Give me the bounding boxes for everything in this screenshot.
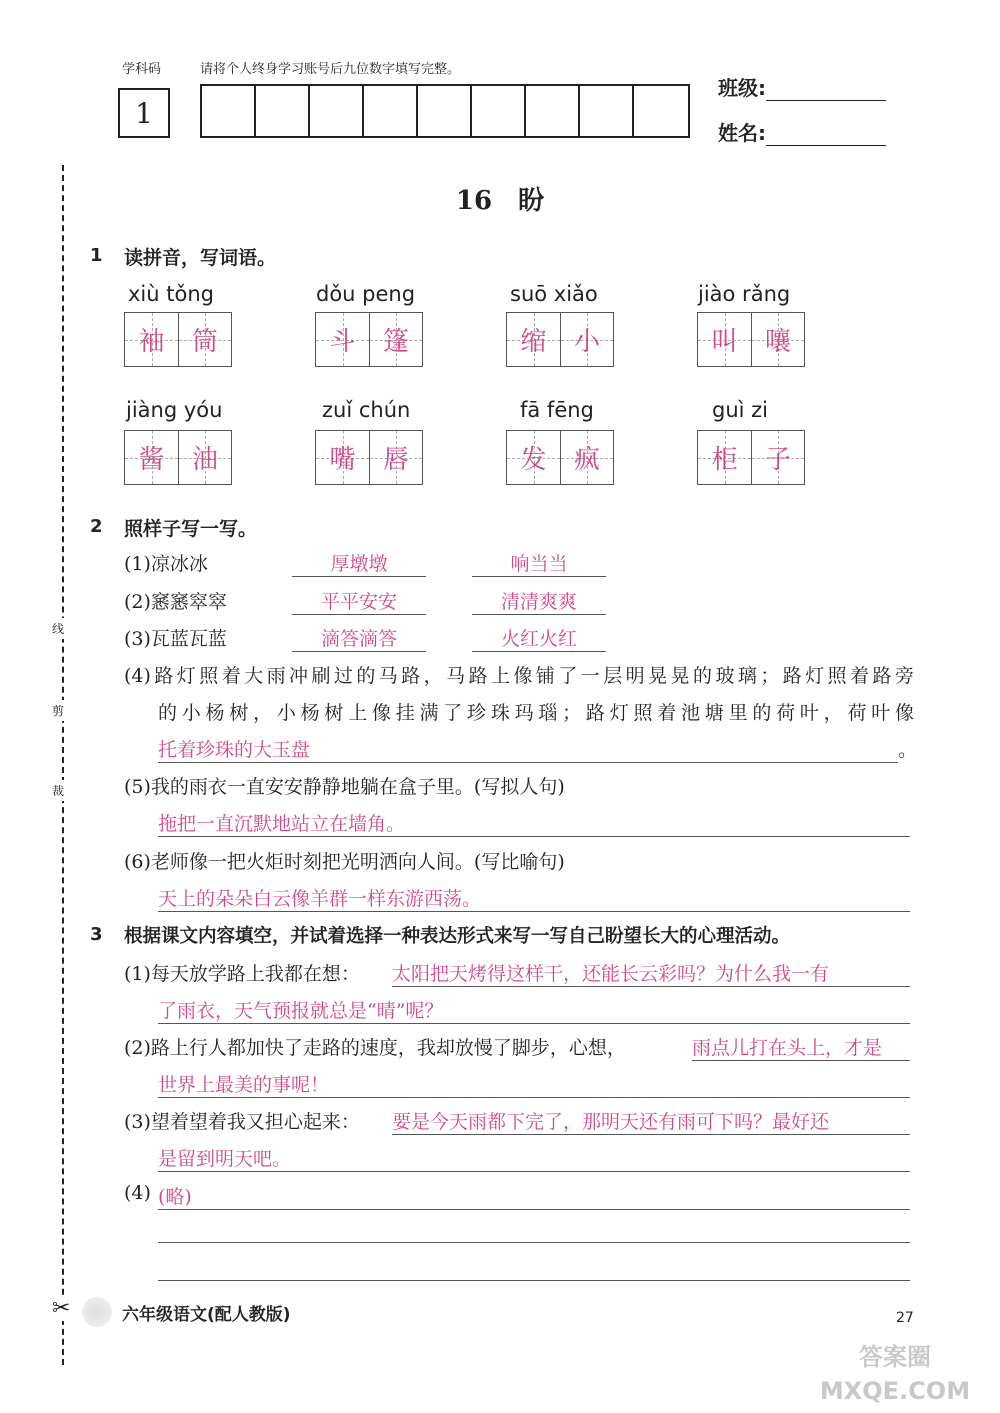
grid-cell[interactable]: 发 bbox=[507, 431, 560, 484]
name-label: 姓名: bbox=[718, 121, 766, 145]
cut-mark-cut: 剪 bbox=[52, 700, 64, 721]
q2-part4-line2: 的小杨树，小杨树上像挂满了珍珠玛瑙；路灯照着池塘里的荷叶，荷叶像 bbox=[158, 702, 914, 724]
name-input-line[interactable] bbox=[766, 123, 886, 146]
pinyin: zuǐ chún bbox=[322, 398, 411, 422]
id-digit-box[interactable] bbox=[364, 86, 418, 136]
char-grid bbox=[506, 312, 614, 367]
q3-part4-blank-line[interactable] bbox=[158, 1220, 910, 1243]
grid-cell[interactable]: 油 bbox=[178, 431, 231, 484]
grid-cell[interactable]: 嚷 bbox=[751, 313, 804, 366]
q3-part3-prompt: (3)望着望着我又担心起来： bbox=[124, 1111, 360, 1133]
q3-part4-blank-line[interactable] bbox=[158, 1258, 910, 1281]
grid-cell[interactable]: 小 bbox=[560, 313, 613, 366]
grid-cell[interactable]: 斗 bbox=[316, 313, 369, 366]
id-digit-box[interactable] bbox=[634, 86, 688, 136]
grid-cell[interactable]: 缩 bbox=[507, 313, 560, 366]
question-1-number: 1 bbox=[90, 245, 103, 266]
pinyin: xiù tǒng bbox=[128, 282, 214, 306]
class-field bbox=[718, 72, 886, 101]
pinyin: jiàng yóu bbox=[126, 398, 223, 422]
grid-cell[interactable]: 柜 bbox=[698, 431, 751, 484]
q2-part3-answer-2[interactable]: 火红火红 bbox=[472, 624, 606, 652]
page-number: 27 bbox=[896, 1310, 914, 1326]
q2-part6-prompt: (6)老师像一把火炬时刻把光明洒向人间。(写比喻句) bbox=[124, 851, 565, 873]
subject-code-box bbox=[118, 88, 170, 138]
q2-part3-label: (3)瓦蓝瓦蓝 bbox=[124, 628, 227, 650]
lesson-title: 16 盼 bbox=[455, 186, 545, 216]
name-field bbox=[718, 117, 886, 146]
class-label: 班级: bbox=[718, 76, 766, 100]
account-number-boxes bbox=[200, 84, 690, 138]
grid-cell[interactable]: 叫 bbox=[698, 313, 751, 366]
pinyin: guì zi bbox=[712, 398, 769, 422]
q3-part2-prompt: (2)路上行人都加快了走路的速度，我却放慢了脚步，心想， bbox=[124, 1037, 626, 1059]
book-title: 六年级语文(配人教版) bbox=[122, 1305, 291, 1325]
pinyin: jiào rǎng bbox=[698, 282, 791, 306]
q3-part4-prompt: (4) bbox=[124, 1182, 151, 1204]
question-2-number: 2 bbox=[90, 516, 103, 537]
id-digit-box[interactable] bbox=[310, 86, 364, 136]
pinyin: dǒu peng bbox=[316, 282, 416, 306]
q3-part3-answer-line2[interactable]: 是留到明天吧。 bbox=[158, 1144, 910, 1172]
pinyin: fā fēng bbox=[520, 398, 594, 422]
q2-part3-answer-1[interactable]: 滴答滴答 bbox=[292, 624, 426, 652]
char-grid bbox=[506, 430, 614, 485]
q2-part6-answer[interactable]: 天上的朵朵白云像羊群一样东游西荡。 bbox=[158, 884, 910, 912]
q2-part4-end: 。 bbox=[898, 739, 918, 761]
char-grid bbox=[315, 430, 423, 485]
cut-mark-line: 线 bbox=[52, 618, 64, 639]
q2-part2-label: (2)窸窸窣窣 bbox=[124, 591, 227, 613]
id-digit-box[interactable] bbox=[418, 86, 472, 136]
q2-part2-answer-1[interactable]: 平平安安 bbox=[292, 587, 426, 615]
id-digit-box[interactable] bbox=[256, 86, 310, 136]
char-grid bbox=[124, 430, 232, 485]
question-2-text: 照样子写一写。 bbox=[124, 518, 258, 540]
q3-part4-answer[interactable]: (略) bbox=[158, 1182, 910, 1210]
q3-part1-answer-line2[interactable]: 了雨衣，天气预报就总是“晴”呢？ bbox=[158, 996, 910, 1024]
grid-cell[interactable]: 袖 bbox=[125, 313, 178, 366]
char-grid bbox=[697, 430, 805, 485]
subject-code: 1 bbox=[135, 96, 153, 130]
subject-code-label: 学科码 bbox=[122, 62, 162, 77]
grid-cell[interactable]: 筒 bbox=[178, 313, 231, 366]
question-3-number: 3 bbox=[90, 924, 103, 945]
char-grid bbox=[315, 312, 423, 367]
q3-part3-answer-line1[interactable]: 要是今天雨都下完了，那明天还有雨可下吗？最好还 bbox=[392, 1107, 910, 1135]
q2-part5-prompt: (5)我的雨衣一直安安静静地躺在盒子里。(写拟人句) bbox=[124, 776, 565, 798]
grid-cell[interactable]: 子 bbox=[751, 431, 804, 484]
q3-part1-prompt: (1)每天放学路上我都在想： bbox=[124, 963, 360, 985]
question-1-text: 读拼音，写词语。 bbox=[124, 247, 277, 269]
id-digit-box[interactable] bbox=[526, 86, 580, 136]
cut-mark-trim: 裁 bbox=[52, 780, 64, 801]
id-digit-box[interactable] bbox=[580, 86, 634, 136]
q2-part2-answer-2[interactable]: 清清爽爽 bbox=[472, 587, 606, 615]
q2-part1-label: (1)凉冰冰 bbox=[124, 553, 208, 575]
pinyin: suō xiǎo bbox=[510, 282, 598, 306]
cut-line bbox=[62, 165, 64, 1365]
char-grid bbox=[124, 312, 232, 367]
question-3-text: 根据课文内容填空，并试着选择一种表达形式来写一写自己盼望长大的心理活动。 bbox=[124, 926, 791, 947]
q2-part4-answer[interactable]: 托着珍珠的大玉盘 bbox=[158, 735, 898, 763]
grid-cell[interactable]: 唇 bbox=[369, 431, 422, 484]
q3-part1-answer-line1[interactable]: 太阳把天烤得这样干，还能长云彩吗？为什么我一有 bbox=[392, 959, 910, 987]
watermark: 答案圈 MXQE.COM bbox=[819, 1343, 971, 1405]
account-instruction: 请将个人终身学习账号后九位数字填写完整。 bbox=[200, 62, 461, 77]
class-input-line[interactable] bbox=[766, 78, 886, 101]
book-logo-icon bbox=[82, 1297, 112, 1327]
grid-cell[interactable]: 嘴 bbox=[316, 431, 369, 484]
grid-cell[interactable]: 疯 bbox=[560, 431, 613, 484]
q3-part2-answer-line1[interactable]: 雨点儿打在头上，才是 bbox=[692, 1033, 910, 1061]
char-grid bbox=[697, 312, 805, 367]
id-digit-box[interactable] bbox=[472, 86, 526, 136]
q2-part1-answer-2[interactable]: 响当当 bbox=[472, 549, 606, 577]
grid-cell[interactable]: 酱 bbox=[125, 431, 178, 484]
grid-cell[interactable]: 篷 bbox=[369, 313, 422, 366]
id-digit-box[interactable] bbox=[202, 86, 256, 136]
q2-part5-answer[interactable]: 拖把一直沉默地站立在墙角。 bbox=[158, 809, 910, 837]
q3-part2-answer-line2[interactable]: 世界上最美的事呢！ bbox=[158, 1070, 910, 1098]
q2-part1-answer-1[interactable]: 厚墩墩 bbox=[292, 549, 426, 577]
scissors-icon: ✂ bbox=[52, 1296, 71, 1321]
q2-part4-line1: (4)路灯照着大雨冲刷过的马路，马路上像铺了一层明晃晃的玻璃；路灯照着路旁 bbox=[124, 665, 914, 687]
